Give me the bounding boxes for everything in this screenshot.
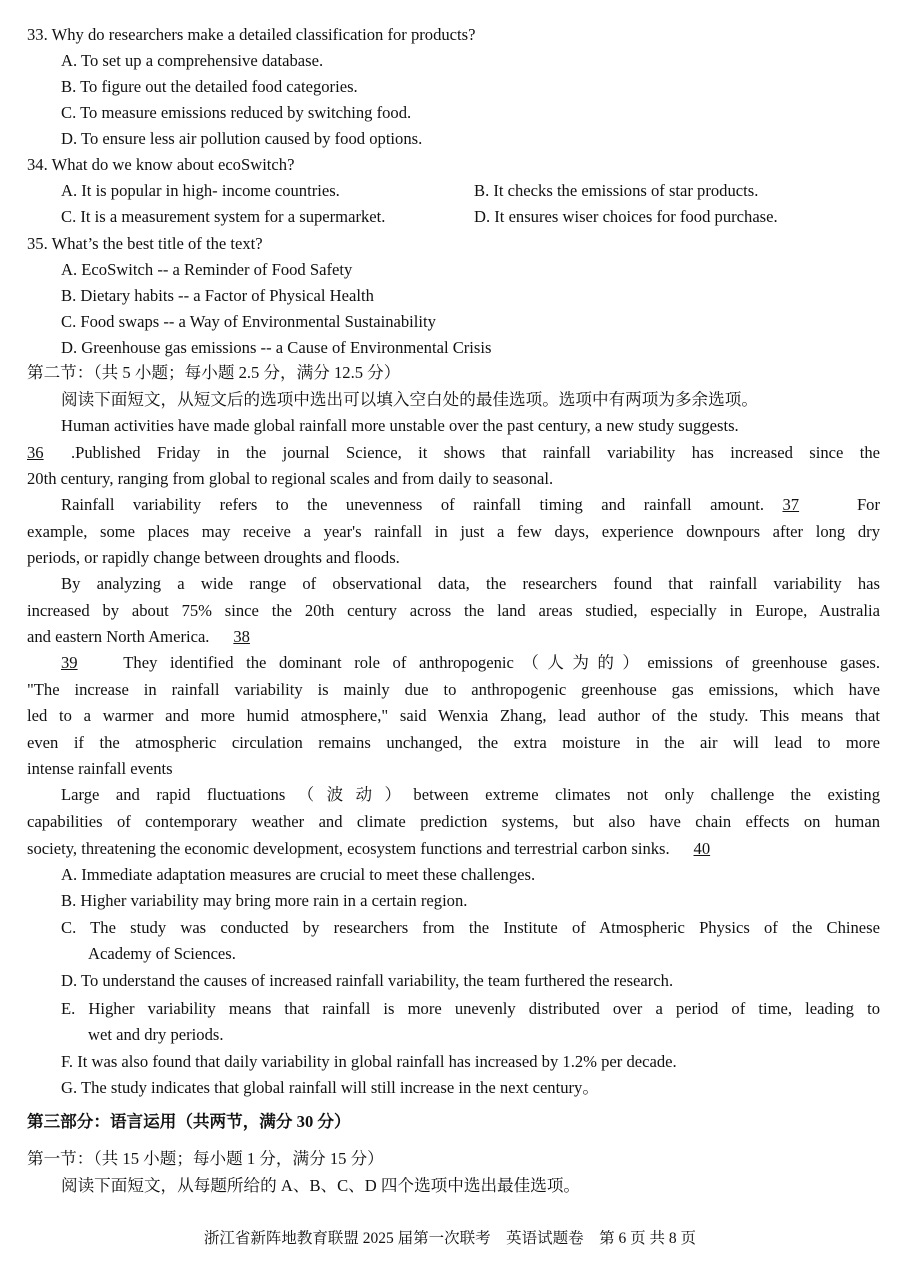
passage-p3-line-3 bbox=[27, 626, 880, 648]
option-c-line-1: C. The study was conducted by researchers from the Institute of Atmospheric Physics of the Chinese bbox=[61, 918, 880, 937]
question-33-option-a: A. To set up a comprehensive database. bbox=[61, 51, 324, 70]
passage-p3-line-2: increased by about 75% since the 20th century across the land areas studied, especially in Europe, Australia bbox=[27, 601, 880, 620]
question-34-option-c: C. It is a measurement system for a supermarket. bbox=[61, 207, 386, 226]
passage-p2-line-1-end: For bbox=[856, 495, 880, 514]
option-a: A. Immediate adaptation measures are crucial to meet these challenges. bbox=[61, 865, 536, 884]
question-34-option-a: A. It is popular in high- income countries. bbox=[61, 181, 340, 200]
question-34-option-d: D. It ensures wiser choices for food purchase. bbox=[474, 207, 778, 226]
passage-p1-line-2 bbox=[27, 442, 880, 464]
question-35-option-a: A. EcoSwitch -- a Reminder of Food Safety bbox=[61, 260, 353, 279]
section-2-heading: 第二节：（共 5 小题；每小题 2.5 分，满分 12.5 分） bbox=[27, 363, 401, 382]
blank-36: 36 bbox=[27, 443, 44, 462]
option-g: G. The study indicates that global rainfall will still increase in the next century。 bbox=[61, 1078, 599, 1097]
passage-p4-line-1 bbox=[61, 652, 880, 674]
passage-p2-line-1 bbox=[61, 494, 880, 516]
option-c-line-2: Academy of Sciences. bbox=[88, 944, 236, 963]
option-f: F. It was also found that daily variability in global rainfall has increased by 1.2% per decade. bbox=[61, 1052, 677, 1071]
option-e-line-1: E. Higher variability means that rainfall is more unevenly distributed over a period of time, leading to bbox=[61, 999, 880, 1018]
blank-38: 38 bbox=[233, 627, 250, 646]
passage-p5-line-2: capabilities of contemporary weather and climate prediction systems, but also have chain effects on human bbox=[27, 812, 880, 831]
question-33-option-d: D. To ensure less air pollution caused by food options. bbox=[61, 129, 423, 148]
option-b: B. Higher variability may bring more rain in a certain region. bbox=[61, 891, 468, 910]
passage-p5-line-3-text: society, threatening the economic development, ecosystem functions and terrestrial carbon sinks. bbox=[27, 839, 670, 858]
passage-p1-line-1: Human activities have made global rainfall more unstable over the past century, a new study suggests. bbox=[61, 416, 739, 435]
passage-p4-line-1-text: They identified the dominant role of anthropogenic（人为的）emissions of greenhouse gases. bbox=[123, 653, 880, 672]
passage-p4-line-4: even if the atmospheric circulation remains unchanged, the extra moisture in the air will lead to more bbox=[27, 733, 880, 752]
part-3-instruction: 阅读下面短文，从每题所给的 A、B、C、D 四个选项中选出最佳选项。 bbox=[61, 1176, 581, 1195]
passage-p2-line-2: example, some places may receive a year's rainfall in just a few days, experience downpours after long dry bbox=[27, 522, 880, 541]
blank-39: 39 bbox=[61, 653, 78, 672]
blank-40: 40 bbox=[693, 839, 711, 858]
question-35-stem: 35. What’s the best title of the text? bbox=[27, 234, 263, 253]
passage-p5-line-3 bbox=[27, 838, 880, 860]
passage-p3-line-1: By analyzing a wide range of observational data, the researchers found that rainfall variability has bbox=[61, 574, 880, 593]
page-footer: 浙江省新阵地教育联盟 2025 届第一次联考 英语试题卷 第 6 页 共 8 页 bbox=[203, 1230, 697, 1247]
passage-p4-line-3: led to a warmer and more humid atmosphere," said Wenxia Zhang, lead author of the study. This means that bbox=[27, 706, 880, 725]
option-e-line-2: wet and dry periods. bbox=[88, 1025, 224, 1044]
passage-p1-line-3: 20th century, ranging from global to regional scales and from daily to seasonal. bbox=[27, 469, 554, 488]
passage-p3-line-3-text: and eastern North America. bbox=[27, 627, 210, 646]
question-33-option-c: C. To measure emissions reduced by switching food. bbox=[61, 103, 412, 122]
blank-37: 37 bbox=[782, 495, 800, 514]
passage-p4-line-2: "The increase in rainfall variability is mainly due to anthropogenic greenhouse gas emissions, which have bbox=[27, 680, 880, 699]
passage-p2-line-3: periods, or rapidly change between droughts and floods. bbox=[27, 548, 400, 567]
question-34-option-b: B. It checks the emissions of star products. bbox=[474, 181, 759, 200]
question-34-stem: 34. What do we know about ecoSwitch? bbox=[27, 155, 295, 174]
option-d: D. To understand the causes of increased rainfall variability, the team furthered the research. bbox=[61, 971, 674, 990]
passage-p2-line-1-text: Rainfall variability refers to the unevenness of rainfall timing and rainfall amount. bbox=[61, 495, 765, 514]
question-35-option-c: C. Food swaps -- a Way of Environmental Sustainability bbox=[61, 312, 436, 331]
part-3-heading: 第三部分：语言运用（共两节，满分 30 分） bbox=[27, 1112, 351, 1131]
passage-p1-line-2-text: .Published Friday in the journal Science, it shows that rainfall variability has increased since the bbox=[71, 443, 880, 462]
question-33-option-b: B. To figure out the detailed food categories. bbox=[61, 77, 358, 96]
section-2-instruction: 阅读下面短文，从短文后的选项中选出可以填入空白处的最佳选项。选项中有两项为多余选项。 bbox=[61, 390, 758, 409]
question-33-stem: 33. Why do researchers make a detailed classification for products? bbox=[27, 25, 476, 44]
passage-p4-line-5: intense rainfall events bbox=[27, 759, 173, 778]
question-35-option-b: B. Dietary habits -- a Factor of Physical Health bbox=[61, 286, 374, 305]
passage-p5-line-1: Large and rapid fluctuations（波动）between extreme climates not only challenge the existing bbox=[61, 785, 880, 804]
question-35-option-d: D. Greenhouse gas emissions -- a Cause of Environmental Crisis bbox=[61, 338, 492, 357]
part-3-section-1-heading: 第一节：（共 15 小题；每小题 1 分，满分 15 分） bbox=[27, 1149, 384, 1168]
